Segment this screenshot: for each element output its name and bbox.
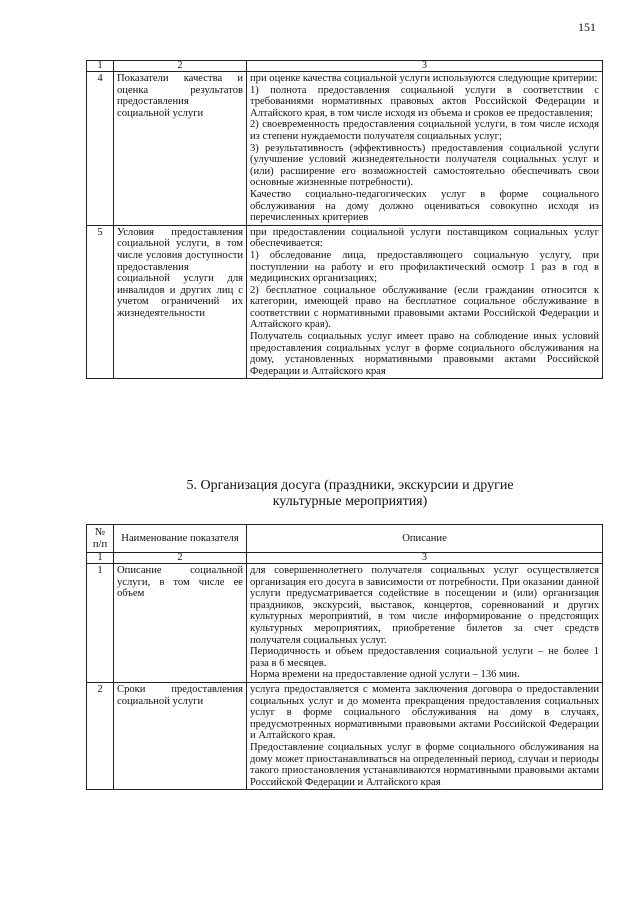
description-paragraph: 2) своевременность предоставления социальной услуги, в том числе исходя из степени нуждаемости получателя социальных услуг;: [250, 119, 599, 142]
header-description: Описание: [247, 525, 603, 553]
col-number-3: 3: [247, 553, 603, 564]
description-paragraph: 2) бесплатное социальное обслуживание (если гражданин относится к категории, имеющей право на бесплатное социальное обслуживание в соответствии с нормативными правовыми актами Российской Федерации и Алтайского края).: [250, 284, 599, 331]
description-paragraph: для совершеннолетнего получателя социальных услуг осуществляется организация его досуга в зависимости от потребности. При оказании данной услуги предусматривается содействие в посещении и (или) организация праздников, экскурсий, выставок, концертов, соревнований и других культурных мероприятий, в том числе информирование о предстоящих культурных мероприятиях, приобретение билетов за счет средств получателя социальных услуг.: [250, 565, 599, 646]
row-number: 1: [87, 564, 114, 683]
description-paragraph: Предоставление социальных услуг в форме социального обслуживания на дому может приостанавливаться на определенный период, случаи и периоды такого приостановления устанавливаются нормативными правовыми актами Российской Федерации и Алтайского края: [250, 741, 599, 788]
col-number-1: 1: [87, 61, 114, 72]
section-title: 5. Организация досуга (праздники, экскурсии и другие культурные мероприятия): [186, 478, 514, 509]
col-number-2: 2: [114, 553, 247, 564]
indicator-name: Сроки предоставления социальной услуги: [114, 682, 247, 789]
table-column-numbers: [87, 61, 603, 72]
indicator-description: [247, 682, 603, 789]
row-number: 5: [87, 225, 114, 379]
table-row: [87, 72, 603, 226]
description-paragraph: Периодичность и объем предоставления социальной услуги – не более 1 раза в 6 месяцев.: [250, 646, 599, 669]
description-paragraph: Качество социально-педагогических услуг в форме социального обслуживания на дому должно оцениваться совокупно исходя из перечисленных критериев: [250, 188, 599, 224]
indicator-name: Описание социальной услуги, в том числе ее объем: [114, 564, 247, 683]
description-paragraph: Норма времени на предоставление одной услуги – 136 мин.: [250, 669, 520, 681]
row-number: 2: [87, 682, 114, 789]
row-number: 4: [87, 72, 114, 226]
description-paragraph: услуга предоставляется с момента заключения договора о предоставлении социальных услуг и до момента прекращения предоставления социальных услуг в форме социального обслуживания на дому в случаях, предусмотренных нормативными правовыми актами Российской Федерации и Алтайского края.: [250, 683, 599, 742]
table-row: [87, 682, 603, 789]
col-number-3: 3: [247, 61, 603, 72]
indicator-name: Показатели качества и оценка результатов предоставления социальной услуги: [114, 72, 247, 226]
description-paragraph: 1) обследование лица, предоставляющего социальную услугу, при поступлении на работу и его профилактический осмотр 1 раз в год в медицинских организациях;: [250, 249, 599, 285]
table-indicators-continued: [86, 60, 603, 379]
description-paragraph: 3) результативность (эффективность) предоставления социальной услуги (улучшение условий жизнедеятельности получателя социальных услуг и (или) расширение его возможностей самостоятельно обеспечивать свои основные жизненные потребности).: [250, 142, 599, 189]
page-number: 151: [578, 20, 596, 34]
description-paragraph: 1) полнота предоставления социальной услуги в соответствии с требованиями нормативных правовых актов Российской Федерации и Алтайского края, в том числе исходя из объема и сроков ее предоставления;: [250, 84, 599, 119]
indicator-description: [247, 564, 603, 683]
description-paragraph: при оценке качества социальной услуги используются следующие критерии:: [250, 73, 598, 84]
indicator-name: Условия предоставления социальной услуги, в том числе условия доступности предоставления социальной услуги для инвалидов и других лиц с учетом ограничений их жизнедеятельности: [114, 225, 247, 379]
table-column-numbers: [87, 553, 603, 564]
description-paragraph: при предоставлении социальной услуги поставщиком социальных услуг обеспечивается:: [250, 226, 599, 250]
table-row: [87, 564, 603, 683]
header-indicator-name: Наименование показателя: [114, 525, 247, 553]
description-paragraph: Получатель социальных услуг имеет право на соблюдение иных условий предоставления социальных услуг в форме социального обслуживания на дому, установленных нормативными правовыми актами Российской Федерации и Алтайского края: [250, 331, 599, 377]
table-row: [87, 225, 603, 379]
table-header-row: [87, 525, 603, 553]
col-number-2: 2: [114, 61, 247, 72]
indicator-description: [247, 72, 603, 226]
indicator-description: [247, 225, 603, 379]
col-number-1: 1: [87, 553, 114, 564]
header-number: № п/п: [87, 525, 114, 553]
table-leisure-organization: [86, 524, 603, 790]
